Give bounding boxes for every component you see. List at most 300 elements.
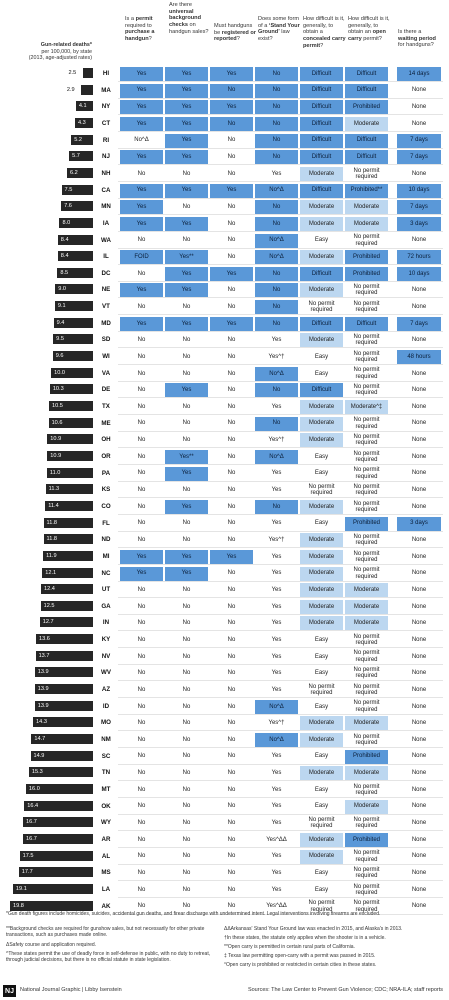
registration-cell: No bbox=[227, 287, 236, 294]
background-check-cell: Yes bbox=[165, 117, 208, 131]
open-carry-cell: Moderate^‡ bbox=[345, 400, 388, 414]
state-code: AL bbox=[101, 852, 111, 860]
concealed-carry-cell: Easy bbox=[314, 870, 329, 877]
waiting-period-cell: None bbox=[411, 537, 427, 544]
state-code: PA bbox=[101, 469, 111, 477]
permit-cell: No bbox=[137, 437, 146, 444]
open-carry-cell: No permit required bbox=[353, 467, 380, 480]
open-header-t0: How difficult is it, generally, to obtain an bbox=[348, 16, 390, 36]
state-code: RI bbox=[102, 136, 110, 144]
death-rate-value: 11.3 bbox=[48, 486, 60, 493]
row-divider bbox=[118, 747, 443, 748]
stand-your-ground-cell: Yes^† bbox=[268, 720, 285, 727]
registration-cell: Yes bbox=[210, 267, 253, 281]
permit-cell: No bbox=[137, 453, 146, 460]
waiting-header-t1: waiting period bbox=[398, 35, 436, 42]
registration-cell: No bbox=[227, 903, 236, 910]
waiting-period-cell: None bbox=[411, 686, 427, 693]
waiting-period-cell: 3 days bbox=[397, 217, 441, 231]
syg-header-t2: law exist? bbox=[258, 29, 290, 43]
open-carry-cell: No permit required bbox=[353, 850, 380, 863]
concealed-carry-cell: Moderate bbox=[300, 733, 343, 747]
registration-cell: Yes bbox=[210, 100, 253, 114]
waiting-period-cell: None bbox=[411, 470, 427, 477]
death-rate-value: 10.9 bbox=[50, 452, 62, 459]
registration-cell: No bbox=[227, 204, 236, 211]
state-code: WI bbox=[102, 353, 110, 361]
concealed-carry-cell: Moderate bbox=[300, 850, 343, 864]
footer bbox=[0, 983, 449, 1000]
waiting-period-cell: None bbox=[411, 120, 427, 127]
row-divider bbox=[118, 880, 443, 881]
state-code: MI bbox=[102, 552, 110, 560]
row-divider bbox=[118, 447, 443, 448]
state-code: MN bbox=[101, 203, 111, 211]
open-header-t1: open carry bbox=[348, 29, 386, 43]
open-carry-cell: Difficult bbox=[345, 84, 388, 98]
checks-header-t2: on handgun sales? bbox=[169, 22, 209, 35]
permit-cell: Yes bbox=[120, 100, 163, 114]
state-code: UT bbox=[101, 586, 111, 594]
state-code: TX bbox=[102, 403, 110, 410]
stand-your-ground-cell: No bbox=[255, 267, 298, 281]
row-divider bbox=[118, 847, 443, 848]
registration-cell: No bbox=[227, 836, 236, 843]
permit-cell: No bbox=[137, 337, 146, 344]
concealed-carry-cell: Difficult bbox=[300, 100, 343, 114]
stand-your-ground-cell: No bbox=[255, 383, 298, 397]
waiting-period-cell: None bbox=[411, 303, 427, 310]
state-code: NH bbox=[101, 169, 111, 177]
state-code: CT bbox=[101, 119, 111, 127]
death-rate-value: 8.4 bbox=[60, 236, 69, 243]
waiting-header-t0: Is there a bbox=[398, 29, 422, 35]
stand-your-ground-cell: Yes bbox=[271, 803, 282, 810]
open-carry-cell: Moderate bbox=[345, 616, 388, 630]
waiting-period-cell: None bbox=[411, 753, 427, 760]
registration-cell: No bbox=[227, 786, 236, 793]
stand-your-ground-cell: Yes bbox=[271, 570, 282, 577]
death-rate-value: 2.9 bbox=[66, 86, 75, 93]
registration-cell: No bbox=[227, 670, 236, 677]
state-code: HI bbox=[102, 70, 110, 77]
row-divider bbox=[118, 314, 443, 315]
registration-cell: No bbox=[227, 154, 236, 161]
background-check-cell: No bbox=[182, 586, 191, 593]
state-code: MA bbox=[101, 86, 111, 94]
waiting-period-cell: None bbox=[411, 886, 427, 893]
waiting-header bbox=[398, 29, 442, 49]
stand-your-ground-cell: Yes bbox=[271, 337, 282, 344]
state-code: ID bbox=[102, 702, 110, 710]
death-rate-value: 19.1 bbox=[15, 885, 27, 892]
deaths-header-title: Gun-related deaths* bbox=[40, 42, 92, 48]
permit-cell: No bbox=[137, 836, 146, 843]
background-check-cell: Yes bbox=[165, 150, 208, 164]
open-carry-cell: No permit required bbox=[353, 650, 380, 663]
open-carry-cell: Prohibited bbox=[345, 267, 388, 281]
waiting-period-cell: None bbox=[411, 653, 427, 660]
open-carry-cell: No permit required bbox=[353, 683, 380, 697]
background-check-cell: Yes bbox=[165, 134, 208, 148]
stand-your-ground-cell: Yes bbox=[271, 686, 282, 693]
permit-cell: No bbox=[137, 686, 146, 693]
death-rate-value: 16.0 bbox=[28, 785, 40, 792]
row-divider bbox=[118, 897, 443, 898]
state-code: ME bbox=[101, 419, 111, 427]
state-code: WV bbox=[101, 669, 111, 677]
concealed-carry-cell: Difficult bbox=[300, 150, 343, 164]
registration-cell: No bbox=[227, 586, 236, 593]
concealed-carry-cell: Easy bbox=[314, 886, 329, 893]
stand-your-ground-cell: No bbox=[255, 417, 298, 431]
background-check-cell: Yes bbox=[165, 84, 208, 98]
waiting-period-cell: None bbox=[411, 403, 427, 410]
concealed-carry-cell: Moderate bbox=[300, 833, 343, 847]
permit-cell: Yes bbox=[120, 283, 163, 297]
row-divider bbox=[118, 431, 443, 432]
open-carry-cell: Prohibited** bbox=[345, 184, 388, 198]
row-divider bbox=[118, 864, 443, 865]
concealed-carry-cell: Moderate bbox=[300, 567, 343, 581]
checks-header-t0: Are there bbox=[169, 2, 193, 8]
background-check-cell: Yes** bbox=[165, 450, 208, 464]
row-divider bbox=[118, 630, 443, 631]
background-check-cell: No bbox=[182, 437, 191, 444]
background-check-cell: No bbox=[182, 686, 191, 693]
waiting-header-t2: for handguns? bbox=[398, 42, 434, 49]
concealed-carry-cell: Moderate bbox=[300, 333, 343, 347]
waiting-period-cell: None bbox=[411, 487, 427, 494]
stand-your-ground-cell: No bbox=[255, 84, 298, 98]
open-carry-cell: No permit required bbox=[353, 550, 380, 563]
concealed-carry-cell: No permit required bbox=[308, 683, 335, 697]
waiting-period-cell: None bbox=[411, 237, 427, 244]
row-divider bbox=[118, 381, 443, 382]
waiting-period-cell: None bbox=[411, 170, 427, 177]
stand-your-ground-cell: Yes bbox=[271, 886, 282, 893]
footnote-8: ‡ Texas law permitting open-carry with a permit was passed in 2015. bbox=[224, 953, 376, 959]
state-code: TN bbox=[101, 769, 111, 777]
row-divider bbox=[118, 248, 443, 249]
permit-cell: No bbox=[137, 903, 146, 910]
permit-cell: Yes bbox=[120, 550, 163, 564]
permit-cell: No bbox=[137, 820, 146, 827]
row-divider bbox=[118, 264, 443, 265]
death-rate-value: 13.9 bbox=[37, 702, 49, 709]
death-rate-value: 14.7 bbox=[34, 736, 46, 742]
permit-cell: No bbox=[137, 503, 146, 510]
footnote-6: †In these states, the statute only applies when the shooter is in a vehicle. bbox=[224, 935, 386, 941]
death-rate-value: 5.7 bbox=[72, 153, 80, 160]
waiting-period-cell: 3 days bbox=[397, 517, 441, 531]
waiting-period-cell: None bbox=[411, 853, 427, 860]
background-check-cell: No bbox=[182, 820, 191, 827]
stand-your-ground-cell: No bbox=[255, 500, 298, 514]
checks-header-t1: universal background checks bbox=[169, 8, 202, 29]
stand-your-ground-cell: Yes bbox=[271, 520, 282, 527]
death-rate-value: 12.7 bbox=[42, 619, 54, 626]
death-rate-value: 10.9 bbox=[50, 436, 62, 443]
open-carry-cell: No permit required bbox=[353, 900, 380, 913]
open-carry-cell: Moderate bbox=[345, 117, 388, 131]
death-rate-value: 5.2 bbox=[74, 136, 82, 143]
stand-your-ground-cell: Yes bbox=[271, 853, 282, 860]
stand-your-ground-cell: Yes bbox=[271, 820, 282, 827]
death-rate-value: 12.1 bbox=[45, 569, 57, 576]
background-check-cell: No bbox=[182, 204, 191, 211]
concealed-carry-cell: Easy bbox=[314, 470, 329, 477]
permit-cell: No bbox=[137, 387, 146, 394]
death-rate-value: 9.4 bbox=[56, 319, 65, 326]
waiting-period-cell: None bbox=[411, 337, 427, 344]
state-code: IA bbox=[102, 219, 110, 227]
stand-your-ground-cell: Yes bbox=[271, 586, 282, 593]
open-carry-cell: Difficult bbox=[345, 317, 388, 331]
stand-your-ground-cell: Yes bbox=[271, 870, 282, 877]
permit-header bbox=[125, 16, 167, 43]
state-code: KS bbox=[101, 486, 111, 494]
permit-cell: No bbox=[137, 470, 146, 477]
registration-cell: No bbox=[210, 84, 253, 98]
deaths-header-sub1: per 100,000, by state bbox=[41, 48, 92, 55]
registration-cell: No bbox=[227, 253, 236, 260]
register-header-t0: Must handguns be bbox=[214, 23, 253, 36]
state-code: NC bbox=[101, 569, 111, 577]
row-divider bbox=[118, 231, 443, 232]
row-divider bbox=[118, 347, 443, 348]
state-code: NE bbox=[101, 286, 111, 294]
stand-your-ground-cell: No^Δ bbox=[255, 367, 298, 381]
death-rate-value: 11.4 bbox=[48, 502, 59, 509]
death-rate-value: 9.5 bbox=[56, 336, 64, 343]
death-rate-value: 13.9 bbox=[37, 669, 49, 676]
state-code: LA bbox=[101, 885, 111, 893]
state-code: NJ bbox=[102, 153, 110, 161]
background-check-cell: No bbox=[182, 786, 191, 793]
state-code: CA bbox=[101, 186, 111, 194]
registration-cell: No bbox=[227, 220, 236, 227]
death-rate-value: 16.7 bbox=[25, 819, 37, 826]
concealed-carry-cell: Moderate bbox=[300, 400, 343, 414]
background-check-cell: No bbox=[182, 703, 191, 710]
concealed-carry-cell: Easy bbox=[314, 370, 329, 377]
death-rate-value: 2.5 bbox=[68, 70, 77, 76]
stand-your-ground-cell: No^Δ bbox=[255, 733, 298, 747]
permit-cell: Yes bbox=[120, 317, 163, 331]
concealed-carry-cell: No permit required bbox=[308, 483, 335, 497]
death-rate-value: 9.0 bbox=[58, 286, 67, 293]
stand-your-ground-cell: Yes bbox=[271, 753, 282, 760]
waiting-period-cell: 72 hours bbox=[397, 250, 441, 264]
row-divider bbox=[118, 281, 443, 282]
background-check-cell: No bbox=[182, 653, 191, 660]
permit-cell: No bbox=[137, 537, 146, 544]
permit-cell: No bbox=[137, 237, 146, 244]
concealed-carry-cell: Easy bbox=[314, 353, 329, 360]
open-carry-cell: No permit required bbox=[353, 334, 380, 347]
death-rate-bar bbox=[81, 85, 93, 95]
waiting-period-cell: 7 days bbox=[397, 317, 441, 331]
concealed-carry-cell: Difficult bbox=[300, 267, 343, 281]
stand-your-ground-cell: Yes bbox=[271, 603, 282, 610]
death-rate-value: 7.5 bbox=[64, 186, 73, 193]
background-check-cell: No bbox=[182, 487, 191, 494]
concealed-carry-cell: Moderate bbox=[300, 500, 343, 514]
row-divider bbox=[118, 114, 443, 115]
waiting-period-cell: 48 hours bbox=[397, 350, 441, 364]
open-carry-cell: No permit required bbox=[353, 633, 380, 647]
death-rate-bar bbox=[83, 68, 93, 78]
stand-your-ground-cell: No bbox=[255, 100, 298, 114]
syg-header-t0: Does some form of a bbox=[258, 16, 300, 29]
stand-your-ground-cell: No bbox=[255, 117, 298, 131]
registration-cell: No bbox=[227, 720, 236, 727]
registration-cell: No bbox=[227, 603, 236, 610]
row-divider bbox=[118, 464, 443, 465]
open-carry-cell: No permit required bbox=[353, 733, 380, 746]
deaths-header bbox=[2, 42, 92, 62]
waiting-period-cell: None bbox=[411, 820, 427, 827]
state-code: DE bbox=[101, 386, 111, 394]
background-check-cell: No bbox=[182, 353, 191, 360]
death-rate-value: 4.1 bbox=[78, 103, 87, 110]
deaths-header-sub2: (2013, age-adjusted rates) bbox=[28, 55, 92, 62]
registration-cell: No bbox=[227, 337, 236, 344]
open-carry-cell: Moderate bbox=[345, 600, 388, 614]
row-divider bbox=[118, 597, 443, 598]
register-header bbox=[214, 23, 256, 43]
row-divider bbox=[118, 214, 443, 215]
state-code: NV bbox=[101, 652, 111, 660]
row-divider bbox=[118, 797, 443, 798]
open-carry-cell: No permit required bbox=[353, 450, 380, 463]
registration-cell: No bbox=[227, 303, 236, 310]
permit-header-t4: ? bbox=[148, 36, 152, 43]
open-carry-cell: No permit required bbox=[353, 483, 380, 497]
registration-cell: No bbox=[227, 820, 236, 827]
footnote-2: **Background checks are required for gunshow sales, but not necessarily for other private transactions, such as purchases made online. bbox=[6, 926, 205, 938]
background-check-cell: Yes bbox=[165, 383, 208, 397]
waiting-period-cell: None bbox=[411, 420, 427, 427]
registration-cell: No bbox=[227, 487, 236, 494]
registration-cell: No bbox=[227, 770, 236, 777]
stand-your-ground-cell: No bbox=[255, 200, 298, 214]
row-divider bbox=[118, 297, 443, 298]
concealed-carry-cell: Difficult bbox=[300, 117, 343, 131]
open-carry-cell: No permit required bbox=[353, 883, 380, 896]
row-divider bbox=[118, 497, 443, 498]
permit-cell: FOID bbox=[120, 250, 163, 264]
register-header-t1: registered or reported bbox=[214, 29, 256, 43]
row-divider bbox=[118, 581, 443, 582]
stand-your-ground-cell: No bbox=[255, 134, 298, 148]
permit-cell: Yes bbox=[120, 117, 163, 131]
concealed-carry-cell: Moderate bbox=[300, 217, 343, 231]
footnote-3: ΔSafety course and application required. bbox=[6, 942, 97, 948]
stand-your-ground-cell: No bbox=[255, 283, 298, 297]
concealed-carry-cell: Easy bbox=[314, 803, 329, 810]
death-rate-value: 19.8 bbox=[13, 902, 24, 909]
permit-cell: No bbox=[137, 303, 146, 310]
death-rate-value: 9.6 bbox=[55, 353, 64, 360]
open-carry-cell: No permit required bbox=[353, 816, 380, 830]
row-divider bbox=[118, 481, 443, 482]
registration-cell: No bbox=[227, 387, 236, 394]
open-carry-cell: Difficult bbox=[345, 134, 388, 148]
background-check-cell: No bbox=[182, 603, 191, 610]
waiting-period-cell: None bbox=[411, 87, 427, 94]
death-rate-value: 12.4 bbox=[44, 586, 55, 593]
stand-your-ground-cell: Yes bbox=[271, 786, 282, 793]
stand-your-ground-cell: Yes bbox=[271, 553, 282, 560]
background-check-cell: Yes bbox=[165, 283, 208, 297]
permit-cell: No bbox=[137, 886, 146, 893]
background-check-cell: No bbox=[182, 370, 191, 377]
background-check-cell: No bbox=[182, 303, 191, 310]
waiting-period-cell: None bbox=[411, 703, 427, 710]
registration-cell: No bbox=[227, 137, 236, 144]
waiting-period-cell: None bbox=[411, 387, 427, 394]
state-code: AZ bbox=[101, 686, 111, 694]
row-divider bbox=[118, 531, 443, 532]
concealed-carry-cell: Easy bbox=[314, 520, 329, 527]
open-carry-cell: No permit required bbox=[353, 567, 380, 580]
waiting-period-cell: None bbox=[411, 553, 427, 560]
background-check-cell: No bbox=[182, 670, 191, 677]
permit-header-t2: required to bbox=[125, 22, 152, 29]
stand-your-ground-cell: Yes bbox=[271, 620, 282, 627]
death-rate-value: 14.3 bbox=[36, 719, 47, 726]
register-header-t2: ? bbox=[236, 36, 240, 43]
death-rate-value: 13.9 bbox=[37, 686, 49, 693]
state-code: SC bbox=[101, 752, 111, 760]
state-code: NY bbox=[101, 103, 111, 111]
permit-header-t3: purchase a handgun bbox=[125, 29, 155, 43]
stand-your-ground-cell: Yes^ΔΔ bbox=[266, 836, 287, 843]
background-check-cell: No bbox=[182, 520, 191, 527]
registration-cell: Yes bbox=[210, 67, 253, 81]
open-header-t2: permit? bbox=[361, 36, 382, 43]
open-carry-cell: No permit required bbox=[353, 384, 380, 397]
open-carry-cell: No permit required bbox=[353, 866, 380, 880]
background-check-cell: Yes bbox=[165, 467, 208, 481]
row-divider bbox=[118, 181, 443, 182]
death-rate-value: 11.0 bbox=[49, 469, 61, 476]
concealed-header bbox=[303, 16, 347, 50]
stand-your-ground-cell: No bbox=[255, 67, 298, 81]
row-divider bbox=[118, 397, 443, 398]
open-carry-cell: No permit required bbox=[353, 300, 380, 314]
stand-your-ground-cell: No^Δ bbox=[255, 700, 298, 714]
stand-your-ground-cell: No^Δ bbox=[255, 250, 298, 264]
background-check-cell: No bbox=[182, 237, 191, 244]
state-code: DC bbox=[101, 269, 111, 277]
registration-cell: No bbox=[227, 870, 236, 877]
open-carry-cell: No permit required bbox=[353, 350, 380, 364]
death-rate-value: 8.0 bbox=[62, 219, 71, 226]
open-carry-cell: Moderate bbox=[345, 583, 388, 597]
registration-cell: No bbox=[227, 237, 236, 244]
nj-logo: NJ bbox=[3, 985, 16, 997]
registration-cell: No bbox=[227, 736, 236, 743]
permit-header-t1: permit bbox=[135, 16, 153, 22]
concealed-carry-cell: Easy bbox=[314, 237, 329, 244]
registration-cell: No bbox=[227, 636, 236, 643]
waiting-period-cell: 7 days bbox=[397, 150, 441, 164]
row-divider bbox=[118, 814, 443, 815]
permit-cell: No bbox=[137, 353, 146, 360]
